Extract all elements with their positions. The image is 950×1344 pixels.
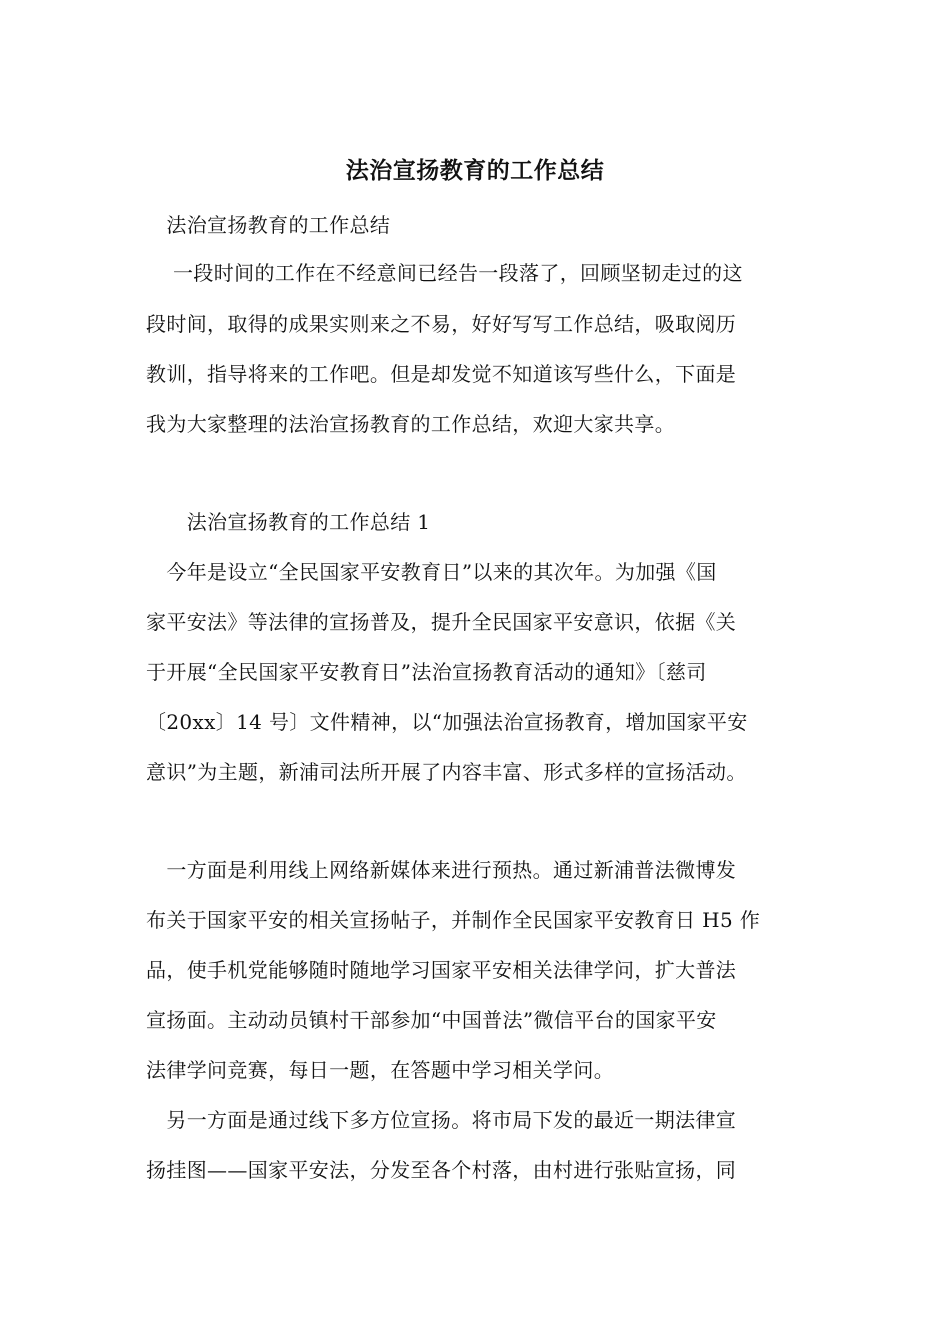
body-line: 另一方面是通过线下多方位宣扬。将市局下发的最近一期法律宣 xyxy=(146,1108,737,1132)
body-line: 品，使手机党能够随时随地学习国家平安相关法律学问，扩大普法 xyxy=(146,958,737,982)
body-line: 家平安法》等法律的宣扬普及，提升全民国家平安意识，依据《关 xyxy=(146,610,737,634)
body-line: 法律学问竞赛，每日一题，在答题中学习相关学问。 xyxy=(146,1058,615,1082)
document-title: 法治宣扬教育的工作总结 xyxy=(345,157,605,184)
body-line: 布关于国家平安的相关宣扬帖子，并制作全民国家平安教育日 H5 作 xyxy=(146,908,761,932)
body-line: 一段时间的工作在不经意间已经告一段落了，回顾坚韧走过的这 xyxy=(146,261,743,285)
body-line: 我为大家整理的法治宣扬教育的工作总结，欢迎大家共享。 xyxy=(146,412,676,436)
body-line: 〔20xx〕14 号〕文件精神，以“加强法治宣扬教育，增加国家平安 xyxy=(146,710,748,734)
body-line: 段时间，取得的成果实则来之不易，好好写写工作总结，吸取阅历 xyxy=(146,312,737,336)
body-line: 于开展“全民国家平安教育日”法治宣扬教育活动的通知》〔慈司 xyxy=(146,660,707,684)
body-line: 宣扬面。主动动员镇村干部参加“中国普法”微信平台的国家平安 xyxy=(146,1008,717,1032)
body-line: 扬挂图——国家平安法，分发至各个村落，由村进行张贴宣扬，同 xyxy=(146,1158,737,1182)
body-line: 意识”为主题，新浦司法所开展了内容丰富、形式多样的宣扬活动。 xyxy=(146,760,747,784)
body-line: 教训，指导将来的工作吧。但是却发觉不知道该写些什么，下面是 xyxy=(146,362,737,386)
subtitle-line: 法治宣扬教育的工作总结 xyxy=(146,213,391,237)
body-line: 今年是设立“全民国家平安教育日”以来的其次年。为加强《国 xyxy=(146,560,717,584)
body-line: 一方面是利用线上网络新媒体来进行预热。通过新浦普法微博发 xyxy=(146,858,737,882)
section-heading: 法治宣扬教育的工作总结 1 xyxy=(146,510,431,534)
